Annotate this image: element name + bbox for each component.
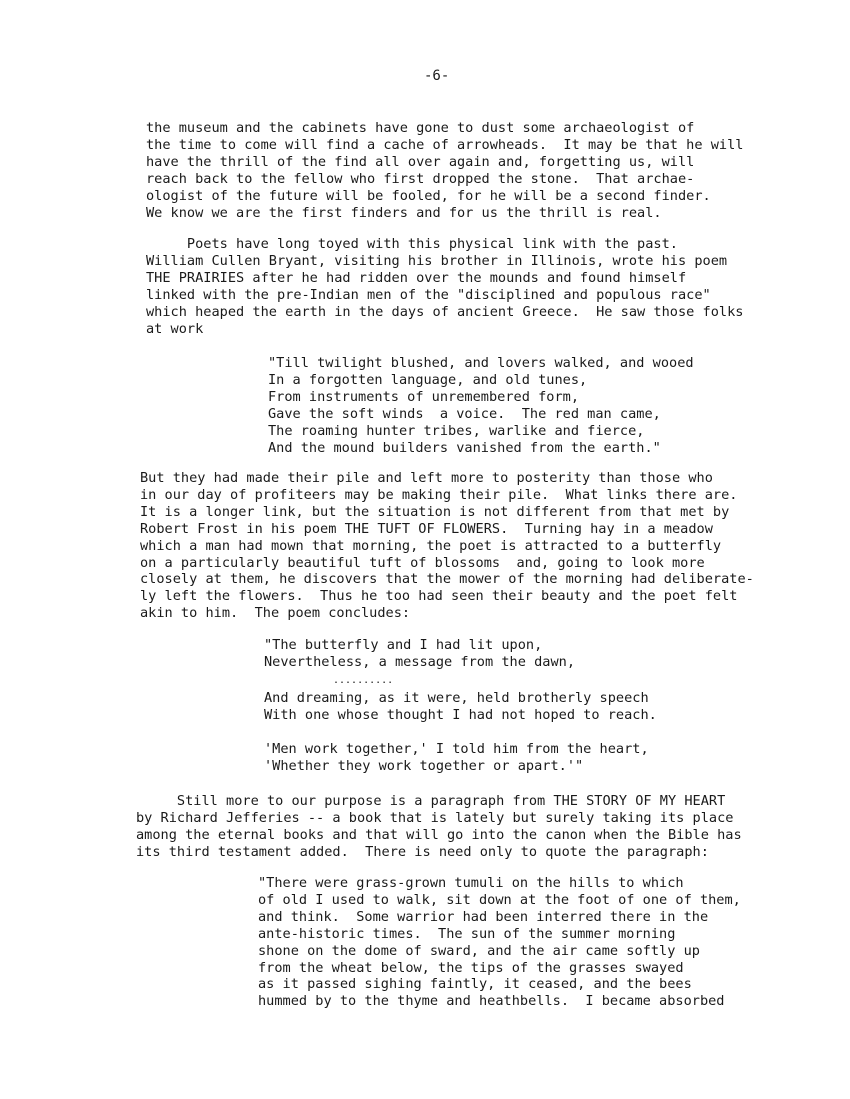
text-line: ologist of the future will be fooled, for he will be a second finder. (146, 187, 711, 204)
text-line: It is a longer link, but the situation is not different from that met by (140, 503, 730, 520)
text-line: .......... (333, 675, 394, 686)
text-line: But they had made their pile and left more to posterity than those who (140, 470, 713, 486)
text-line: Gave the soft winds a voice. The red man came, (268, 405, 661, 422)
text-line: the time to come will find a cache of arrowheads. It may be that he will (146, 136, 744, 153)
page-number: -6- (424, 68, 450, 84)
text-line: akin to him. The poem concludes: (140, 605, 411, 622)
text-line: on a particularly beautiful tuft of blossoms and, going to look more (140, 554, 705, 571)
text-line: linked with the pre-Indian men of the "disciplined and populous race" (146, 286, 711, 303)
text-line: And dreaming, as it were, held brotherly speech (264, 690, 649, 706)
text-line: of old I used to walk, sit down at the foot of one of them, (258, 891, 741, 908)
text-line: From instruments of unremembered form, (268, 388, 579, 405)
text-line: which heaped the earth in the days of ancient Greece. He saw those folks (146, 303, 744, 320)
text-line: reach back to the fellow who first dropped the stone. That archae- (146, 170, 695, 187)
text-line: ly left the flowers. Thus he too had seen their beauty and the poet felt (140, 588, 738, 605)
text-line: "There were grass-grown tumuli on the hills to which (258, 875, 684, 891)
text-line: "Till twilight blushed, and lovers walked, and wooed (268, 355, 694, 371)
text-line: We know we are the first finders and for us the thrill is real. (146, 204, 662, 221)
text-line: in our day of profiteers may be making their pile. What links there are. (140, 486, 738, 503)
text-line: ante-historic times. The sun of the summer morning (258, 925, 676, 942)
text-line: And the mound builders vanished from the earth." (268, 439, 661, 456)
text-line: THE PRAIRIES after he had ridden over the mounds and found himself (146, 269, 687, 286)
text-line: William Cullen Bryant, visiting his brother in Illinois, wrote his poem (146, 252, 728, 269)
text-line: In a forgotten language, and old tunes, (268, 371, 588, 388)
text-line: from the wheat below, the tips of the grasses swayed (258, 959, 684, 976)
text-line: at work (146, 320, 204, 337)
text-line: Poets have long toyed with this physical link with the past. (146, 236, 678, 252)
text-line: 'Whether they work together or apart.'" (264, 757, 584, 774)
text-line: which a man had mown that morning, the poet is attracted to a butterfly (140, 537, 722, 554)
text-line: The roaming hunter tribes, warlike and fierce, (268, 422, 645, 439)
text-line: by Richard Jefferies -- a book that is lately but surely taking its place (136, 809, 734, 826)
text-line: hummed by to the thyme and heathbells. I became absorbed (258, 993, 725, 1010)
text-line: Still more to our purpose is a paragraph from THE STORY OF MY HEART (136, 793, 726, 809)
text-line: With one whose thought I had not hoped to reach. (264, 706, 657, 723)
text-line: have the thrill of the find all over again and, forgetting us, will (146, 153, 695, 170)
text-line: its third testament added. There is need only to quote the paragraph: (136, 843, 709, 860)
text-line: Nevertheless, a message from the dawn, (264, 653, 575, 670)
text-line: "The butterfly and I had lit upon, (264, 637, 543, 653)
text-line: the museum and the cabinets have gone to dust some archaeologist of (146, 120, 695, 136)
text-line: and think. Some warrior had been interred there in the (258, 908, 709, 925)
text-line: Robert Frost in his poem THE TUFT OF FLOWERS. Turning hay in a meadow (140, 520, 713, 537)
text-line: closely at them, he discovers that the mower of the morning had deliberate- (140, 571, 754, 588)
text-line: among the eternal books and that will go into the canon when the Bible has (136, 826, 742, 843)
text-line: 'Men work together,' I told him from the heart, (264, 741, 649, 757)
text-line: shone on the dome of sward, and the air came softly up (258, 942, 700, 959)
text-line: as it passed sighing faintly, it ceased, and the bees (258, 976, 692, 993)
